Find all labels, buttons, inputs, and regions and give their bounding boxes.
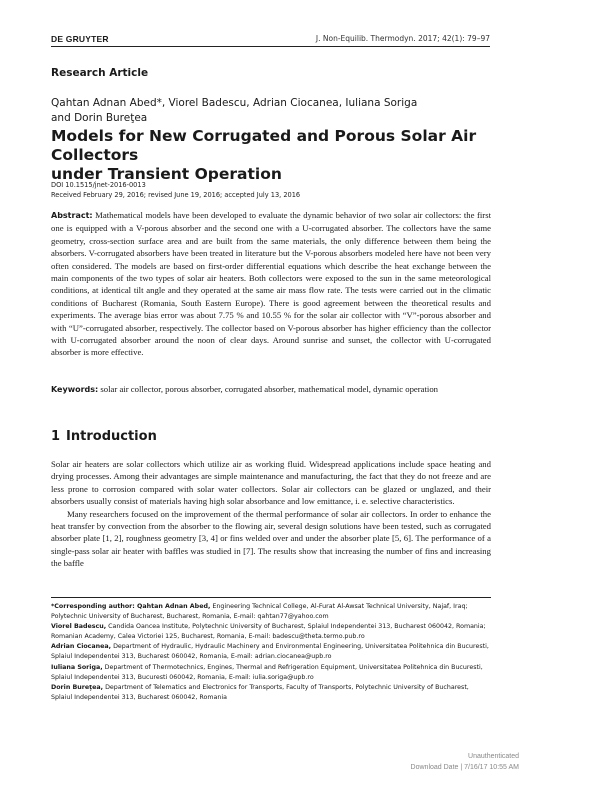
footnote <box>51 602 491 622</box>
body-paragraph: Solar air heaters are solar collectors which utilize air as working fluid. Widespread applications include space heating and drying processes. Among their advantages are simple maintenance and manufacturing, the fact that they do not freeze and are less prone to corrosion compared with solar water collectors. Solar air collectors can be glazed or unglazed, and their absorbers usually consist of materials having high solar absorbance and low emittance, i. e. selective characteristics. <box>51 459 491 507</box>
abstract <box>51 209 491 359</box>
footnote-author: Adrian Ciocanea, <box>51 643 112 651</box>
doi-link[interactable]: DOI 10.1515/jnet-2016-0013 <box>51 181 146 189</box>
footnote-affiliation: Candida Oancea Institute, Polytechnic University of Bucharest, Splaiul Independentei 313, Bucharest 060042, Romania; Romanian Academy, Calea Victoriei 125, Bucharest, Romania, E-mail: badescu@theta.termo.pub.ro <box>51 623 486 641</box>
footnote-affiliation: Engineering Technical College, Al-Furat Al-Awsat Technical University, Najaf, Iraq; Polytechnic University of Bucharest, Bucharest, Romania, E-mail: qahtan77@yahoo.com <box>51 603 468 621</box>
footnote-author: Viorel Badescu, <box>51 623 107 631</box>
download-watermark <box>411 752 519 773</box>
footnote <box>51 663 491 683</box>
keywords-label: Keywords: <box>51 385 99 394</box>
footnote-affiliation: Department of Telematics and Electronics for Transports, Faculty of Transports, Polytechnic University of Bucharest, Splaiul Independentei 313, Bucharest 060042, Romania <box>51 683 469 701</box>
footnote <box>51 622 491 642</box>
footnote-affiliation: Department of Thermotechnics, Engines, Thermal and Refrigeration Equipment, Universitatea Politehnica din Bucuresti, Splaiul Independentei 313, Bucuresti 060042, Romania, E-mail: iulia.soriga@upb.ro <box>51 663 483 681</box>
author-list <box>51 96 491 126</box>
keywords-text: solar air collector, porous absorber, corrugated absorber, mathematical model, dynamic operation <box>100 384 439 394</box>
footnote <box>51 683 491 703</box>
footnote-rule <box>51 597 491 598</box>
body-paragraph: Many researchers focused on the improvement of the thermal performance of solar air collectors. In order to enhance the heat transfer by convection from the absorber to the flowing air, several design solutions have been tested, such as corrugated absorber plate [1, 2], roughness geometry [3, 4] or fins welded over and under the absorber plate [5, 6]. The performance of a single-pass solar air heater with baffles was studied in [7]. The results show that increasing the number of fins and increasing the baffle <box>51 508 491 569</box>
footnote-author: *Corresponding author: Qahtan Adnan Abed, <box>51 603 211 610</box>
article-title <box>51 127 491 184</box>
journal-reference: J. Non-Equilib. Thermodyn. 2017; 42(1): 79–97 <box>315 34 490 43</box>
title-line-2: under Transient Operation <box>51 165 282 183</box>
publisher-name: DE GRUYTER <box>51 34 109 44</box>
footnotes <box>51 602 491 703</box>
author-line-1: Qahtan Adnan Abed*, Viorel Badescu, Adrian Ciocanea, Iuliana Soriga <box>51 97 418 109</box>
abstract-label: Abstract: <box>51 211 93 220</box>
watermark-date: Download Date | 7/16/17 10:55 AM <box>410 763 519 771</box>
section-number: 1 <box>51 429 61 444</box>
header-rule <box>51 46 490 47</box>
footnote-affiliation: Department of Hydraulic, Hydraulic Machinery and Environmental Engineering, Universitatea Politehnica din Bucuresti, Splaiul Independentei 313, Bucharest 060042, Romania, E-mail: adrian.ciocanea@upb.ro <box>51 643 489 661</box>
doi-block <box>51 180 491 200</box>
footnote <box>51 642 491 662</box>
title-line-1: Models for New Corrugated and Porous Solar Air Collectors <box>51 127 477 164</box>
section-heading <box>51 429 157 444</box>
abstract-text: Mathematical models have been developed to evaluate the dynamic behavior of two solar air collectors: the first one is equipped with a V-porous absorber and the second one with a U-corrugated absorber. The collectors have the same geometry, cross-section surface area and are built from the same materials, the only difference between them being the absorbers. V-corrugated absorbers have been treated in literature but the V-porous absorbers modeled here have not been very often considered. The models are based on first-order differential equations which describe the heat exchange between the main components of the two types of solar air heaters. Both collectors were exposed to the sun in the same meteorological conditions, at identical tilt angle and they operated at the same air mass flow rate. The tests were carried out in the climatic conditions of Bucharest (Romania, South Eastern Europe). There is good agreement between the theoretical results and experiments. The average bias error was about 7.75 % and 10.55 % for the solar air collector with “V”-porous absorber and with “U”-corrugated absorber, respectively. The collector based on V-porous absorber has higher efficiency than the collector with U-corrugated absorber around the noon of clear days. Around sunrise and sunset, the collector with U-corrugated absorber is more effective. <box>51 210 491 358</box>
footnote-author: Dorin Bureţea, <box>51 683 104 691</box>
body-text <box>51 458 491 570</box>
footnote-author: Iuliana Soriga, <box>51 663 103 671</box>
section-title: Introduction <box>66 429 157 444</box>
article-type: Research Article <box>51 67 149 79</box>
keywords <box>51 383 491 396</box>
author-line-2: and Dorin Bureţea <box>51 112 148 124</box>
received-dates: Received February 29, 2016; revised June 19, 2016; accepted July 13, 2016 <box>51 191 301 199</box>
watermark-status: Unauthenticated <box>468 753 519 760</box>
